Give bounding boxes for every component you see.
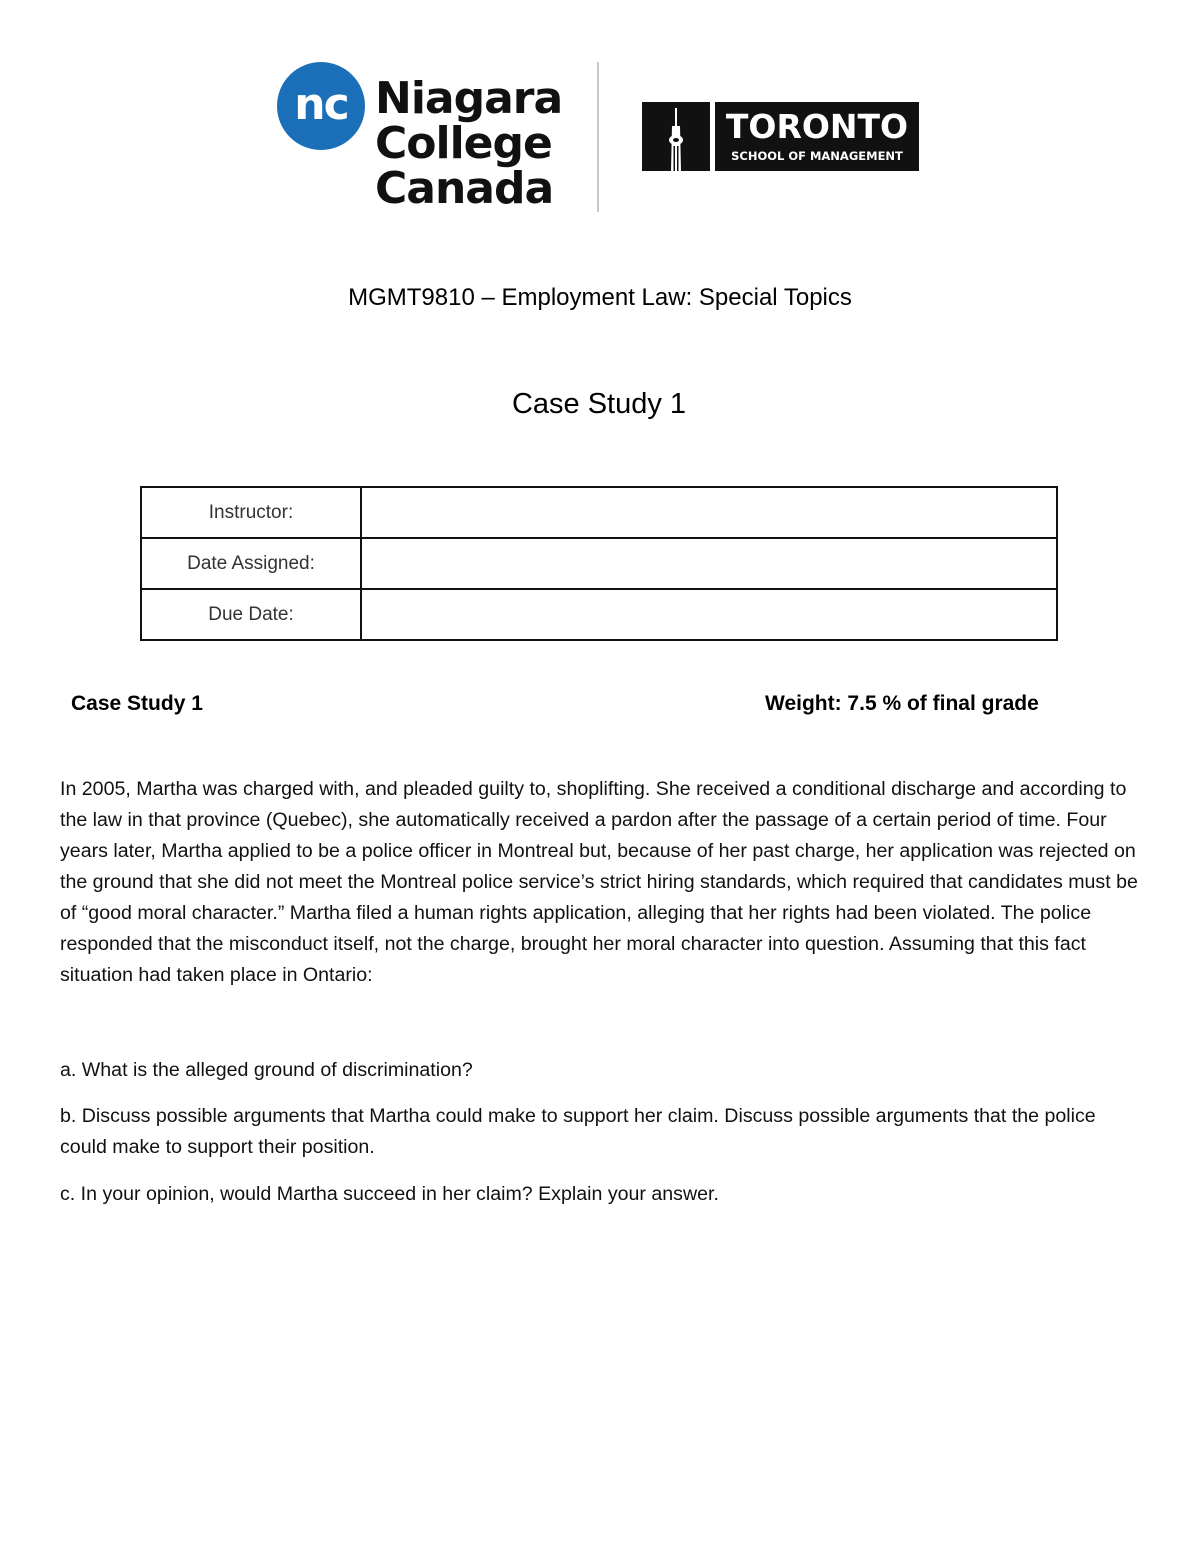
case-study-heading: Case Study 1 bbox=[71, 692, 203, 715]
date-assigned-value bbox=[361, 538, 1057, 589]
nc-circle-mark: nc bbox=[277, 62, 365, 150]
question-a: a. What is the alleged ground of discrimination? bbox=[60, 1059, 473, 1081]
weight-heading bbox=[765, 690, 1039, 718]
case-study-title: Case Study 1 bbox=[511, 388, 687, 420]
question-b: b. Discuss possible arguments that Martha could make to support her claim. Discuss possible arguments that the police could make to support their position. bbox=[60, 1105, 1096, 1158]
cn-tower-icon bbox=[642, 102, 710, 171]
table-row bbox=[141, 487, 1057, 538]
weight-value: : 7.5 % of final grade bbox=[834, 692, 1039, 715]
logo-line-3: Canada bbox=[375, 163, 554, 214]
instructor-label: Instructor: bbox=[141, 487, 361, 538]
table-row bbox=[141, 589, 1057, 640]
toronto-wordmark-box bbox=[715, 102, 919, 171]
due-date-value bbox=[361, 589, 1057, 640]
table-row bbox=[141, 538, 1057, 589]
question-c: c. In your opinion, would Martha succeed in her claim? Explain your answer. bbox=[60, 1183, 719, 1205]
case-description: In 2005, Martha was charged with, and pleaded guilty to, shoplifting. She received a conditional discharge and according to the law in that province (Quebec), she automatically received a pardon after the passage of a certain period of time. Four years later, Martha applied to be a police officer in Montreal but, because of her past charge, her application was rejected on the ground that she did not meet the Montreal police service’s strict hiring standards, which required that candidates must be of “good moral character.” Martha filed a human rights application, alleging that her rights had been violated. The police responded that the misconduct itself, not the charge, brought her moral character into question. Assuming that this fact situation had taken place in Ontario: bbox=[60, 778, 1138, 986]
due-date-label: Due Date: bbox=[141, 589, 361, 640]
niagara-college-wordmark bbox=[375, 73, 563, 214]
logo-line-1: Niagara bbox=[375, 73, 563, 124]
assignment-info-table bbox=[140, 486, 1058, 641]
course-title: MGMT9810 – Employment Law: Special Topics bbox=[348, 284, 852, 311]
instructor-value bbox=[361, 487, 1057, 538]
niagara-college-logo bbox=[277, 62, 567, 218]
logo-line-2: College bbox=[375, 118, 552, 169]
toronto-school-logo bbox=[642, 102, 919, 171]
date-assigned-label: Date Assigned: bbox=[141, 538, 361, 589]
school-of-management-text: SCHOOL OF MANAGEMENT bbox=[731, 149, 903, 163]
weight-label: Weight bbox=[765, 692, 835, 715]
toronto-wordmark: TORONTO bbox=[725, 107, 909, 146]
logo-divider bbox=[597, 62, 599, 212]
